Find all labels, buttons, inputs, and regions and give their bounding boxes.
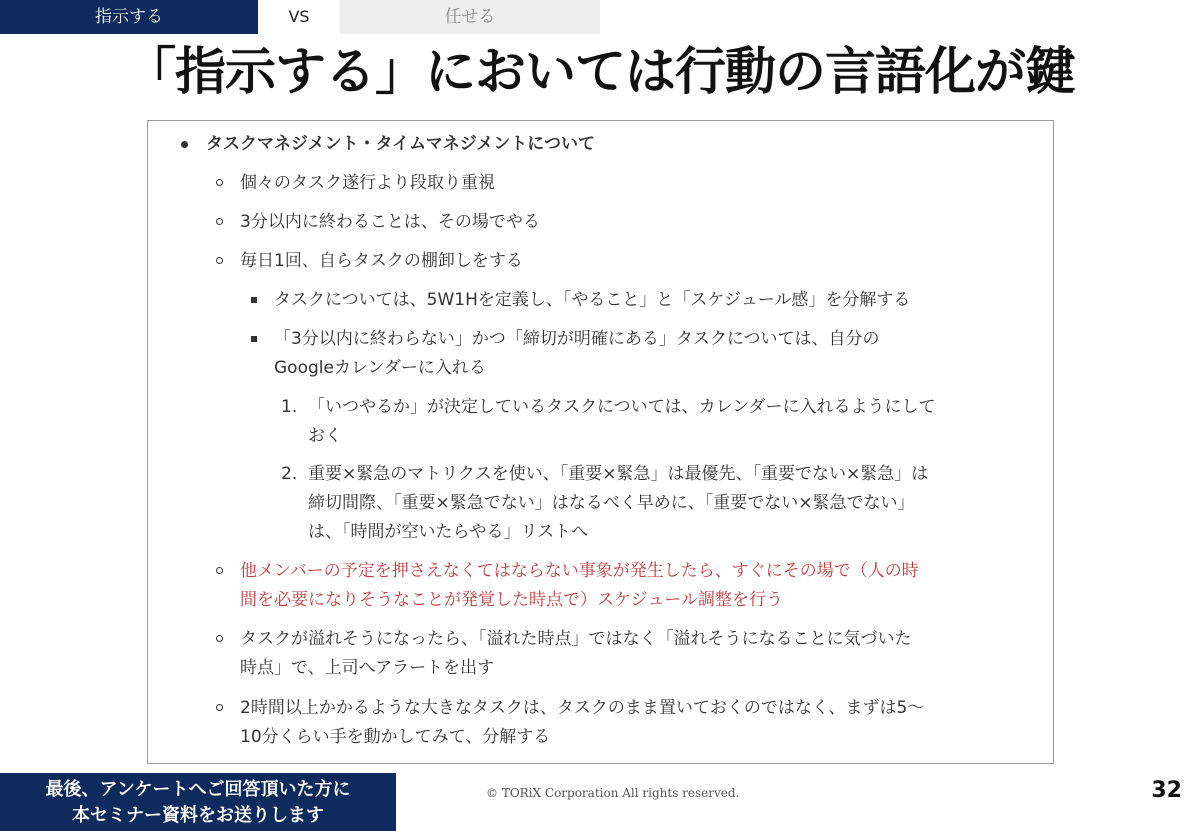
list-item: 2時間以上かかるような大きなタスクは、タスクのまま置いておくのではなく、まずは5〜 (240, 698, 925, 718)
list-item: タスクが溢れそうになったら、「溢れた時点」ではなく「溢れそうになることに気づいた (240, 629, 912, 649)
number-marker: 1. (281, 397, 298, 417)
list-item-cont: 10分くらい手を動かしてみて、分解する (240, 727, 551, 747)
sub-list-item: タスクについては、5W1Hを定義し、「やること」と「スケジュール感」を分解する (274, 290, 911, 310)
cta-banner (0, 773, 396, 831)
highlight-item-cont: 間を必要になりそうなことが発覚した時点で）スケジュール調整を行う (240, 590, 783, 610)
disc-bullet (181, 141, 188, 148)
sub-list-item: 「3分以内に終わらない」かつ「締切が明確にある」タスクについては、自分の (274, 329, 880, 349)
numbered-item-cont: おく (308, 426, 342, 446)
circle-bullet (216, 179, 223, 186)
top-tabs (0, 0, 600, 34)
list-item: 個々のタスク遂行より段取り重視 (240, 173, 495, 193)
numbered-item-cont: は、「時間が空いたらやる」リストへ (308, 522, 589, 542)
square-bullet (251, 336, 257, 342)
sub-list-item-cont: Googleカレンダーに入れる (274, 358, 486, 378)
square-bullet (251, 297, 257, 303)
list-item: 3分以内に終わることは、その場でやる (240, 212, 540, 232)
numbered-item: 「いつやるか」が決定しているタスクについては、カレンダーに入れるようにして (308, 397, 936, 417)
numbered-item-cont: 締切間際、「重要×緊急でない」はなるべく早めに、「重要でない×緊急でない」 (308, 493, 915, 513)
slide-title: 「指示する」においては行動の言語化が鍵 (124, 43, 1075, 102)
list-item: 毎日1回、自らタスクの棚卸しをする (240, 251, 523, 271)
section-heading: タスクマネジメント・タイムマネジメントについて (206, 134, 595, 154)
circle-bullet (216, 704, 223, 711)
page-number: 32 (1151, 778, 1182, 803)
list-item-cont: 時点」で、上司へアラートを出す (240, 658, 495, 678)
cta-line-1: 最後、アンケートへご回答頂いた方に (45, 779, 351, 800)
copyright: © TORiX Corporation All rights reserved. (486, 786, 740, 800)
circle-bullet (216, 218, 223, 225)
content-panel (147, 120, 1054, 764)
tab-shiji[interactable]: 指示する (0, 0, 258, 34)
tab-makaseru[interactable]: 任せる (340, 0, 600, 34)
number-marker: 2. (281, 464, 298, 484)
highlight-item: 他メンバーの予定を押さえなくてはならない事象が発生したら、すぐにその場で（人の時 (240, 561, 919, 581)
cta-line-2: 本セミナー資料をお送りします (72, 805, 324, 826)
circle-bullet (216, 635, 223, 642)
circle-bullet (216, 257, 223, 264)
circle-bullet (216, 567, 223, 574)
numbered-item: 重要×緊急のマトリクスを使い、「重要×緊急」は最優先、「重要でない×緊急」は (308, 464, 929, 484)
vs-label: VS (258, 0, 340, 34)
